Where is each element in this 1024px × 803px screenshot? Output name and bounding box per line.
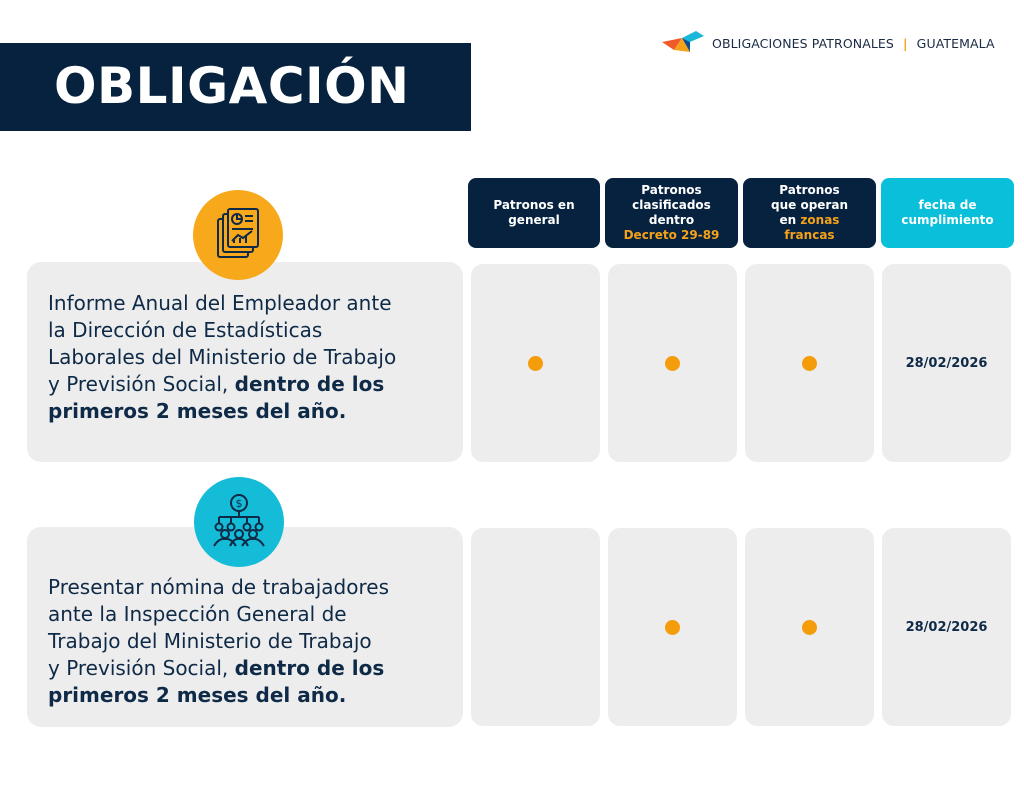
applies-dot <box>528 356 543 371</box>
column-header-text: clasificados <box>632 198 711 212</box>
column-header-highlight: francas <box>784 228 835 242</box>
description-line: Presentar nómina de trabajadores <box>48 575 389 599</box>
column-header-general <box>468 178 600 248</box>
column-header-text: Patronos <box>779 183 840 197</box>
cell-fecha <box>882 264 1011 462</box>
report-icon-circle <box>193 190 283 280</box>
payroll-team-icon <box>209 492 269 552</box>
description-line: Laborales del Ministerio de Trabajo <box>48 345 397 369</box>
description-line: primeros 2 meses del año. <box>48 399 347 423</box>
column-header-highlight: Decreto 29-89 <box>623 228 720 242</box>
column-header-text: general <box>508 213 560 227</box>
brand-name: OBLIGACIONES PATRONALES <box>712 35 894 51</box>
cell-fecha <box>882 528 1011 726</box>
column-header-text: Patronos en <box>493 198 575 212</box>
column-header-decreto <box>605 178 738 248</box>
column-header-text: fecha de <box>918 198 977 212</box>
applies-dot <box>665 620 680 635</box>
due-date: 28/02/2026 <box>905 355 988 371</box>
column-header-text: cumplimiento <box>901 213 994 227</box>
cell-decreto <box>608 528 737 726</box>
obligation-description <box>48 290 458 425</box>
column-header-text: Patronos <box>641 183 702 197</box>
applies-dot <box>665 356 680 371</box>
cell-general <box>471 528 600 726</box>
description-line: Trabajo del Ministerio de Trabajo <box>48 629 372 653</box>
column-header-fecha <box>881 178 1014 248</box>
title-bar <box>0 43 471 131</box>
column-header-highlight: zonas <box>800 213 840 227</box>
column-header-text: que operan <box>771 198 848 212</box>
applies-dot <box>802 356 817 371</box>
column-header-text: en zonas <box>779 213 840 227</box>
description-line: ante la Inspección General de <box>48 602 347 626</box>
applies-dot <box>802 620 817 635</box>
svg-text:$: $ <box>235 497 243 510</box>
column-header-text: dentro <box>648 213 695 227</box>
bird-logo-icon <box>660 28 706 58</box>
obligation-description <box>48 574 458 709</box>
description-line: Informe Anual del Empleador ante <box>48 291 392 315</box>
page-title: OBLIGACIÓN <box>54 57 410 115</box>
cell-general <box>471 264 600 462</box>
description-line: primeros 2 meses del año. <box>48 683 347 707</box>
payroll-icon-circle <box>194 477 284 567</box>
brand-country: GUATEMALA <box>916 35 995 51</box>
brand-separator: | <box>902 35 908 51</box>
description-line: y Previsión Social, dentro de los <box>48 656 385 680</box>
brand-header <box>660 28 995 58</box>
description-line: la Dirección de Estadísticas <box>48 318 323 342</box>
due-date: 28/02/2026 <box>905 619 988 635</box>
description-line: y Previsión Social, dentro de los <box>48 372 385 396</box>
cell-decreto <box>608 264 737 462</box>
column-header-zonas-francas <box>743 178 876 248</box>
cell-zonas-francas <box>745 528 874 726</box>
cell-zonas-francas <box>745 264 874 462</box>
report-document-icon <box>210 207 266 263</box>
